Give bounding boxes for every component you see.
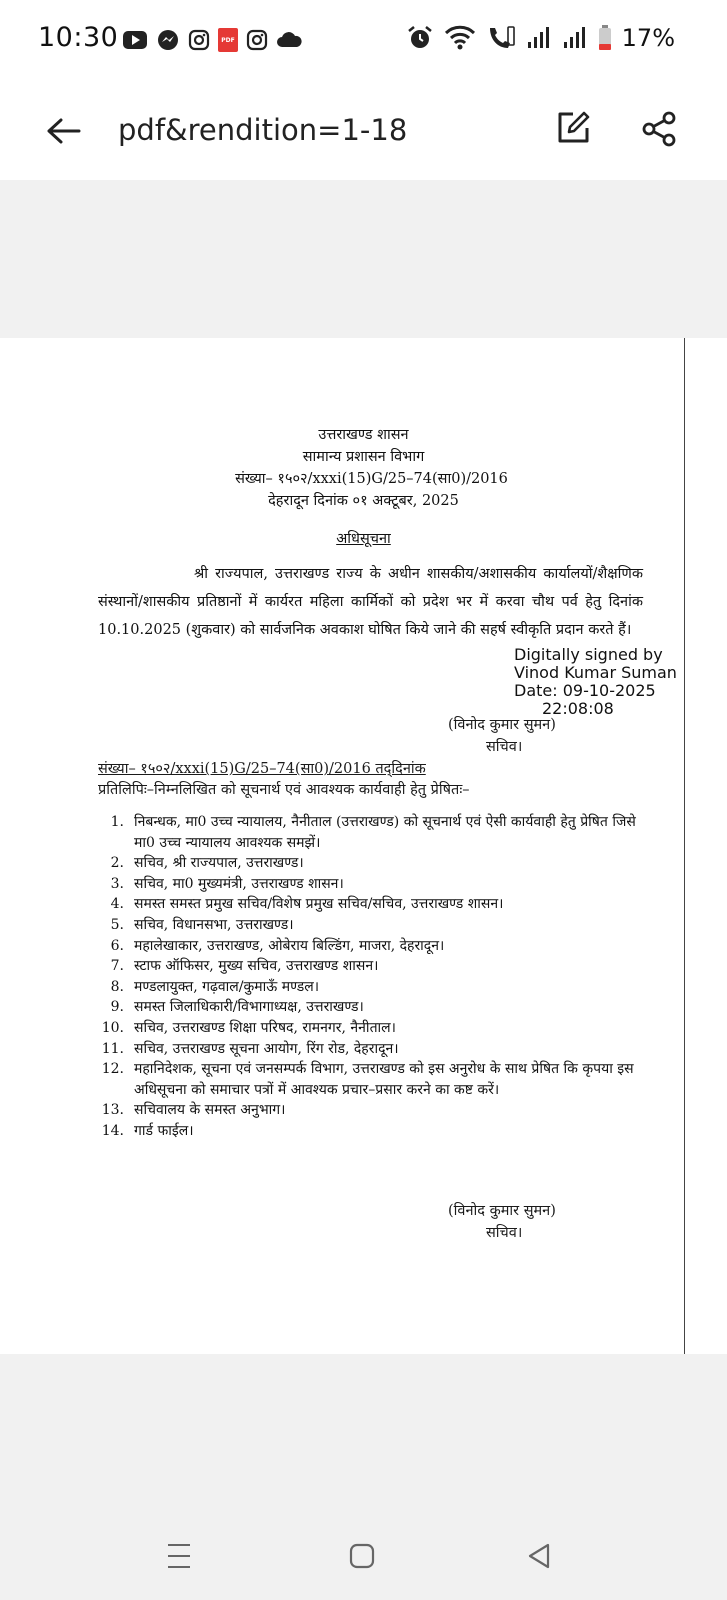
recipient-number: 13. xyxy=(101,1102,124,1119)
back-arrow-icon xyxy=(45,117,81,145)
recipient-number: 8. xyxy=(110,978,124,995)
recipient-item xyxy=(98,936,658,957)
wifi-call-icon xyxy=(486,24,516,52)
pdf-page xyxy=(0,338,727,1354)
signal-icon xyxy=(526,26,552,50)
signature-line: Vinod Kumar Suman xyxy=(514,663,677,682)
recipient-item xyxy=(98,1039,658,1060)
recipient-item xyxy=(98,977,658,998)
signature-line: Date: 09-10-2025 xyxy=(514,681,656,700)
system-back-button[interactable] xyxy=(526,1542,552,1574)
system-icons xyxy=(406,24,675,52)
status-time: 10:30 xyxy=(38,22,119,53)
recipient-text: मण्डलायुक्त, गढ़वाल/कुमाऊँ मण्डल। xyxy=(134,978,320,995)
recipient-number: 12. xyxy=(101,1061,124,1078)
recipient-text: सचिव, विधानसभा, उत्तराखण्ड। xyxy=(134,916,294,933)
recipient-text: निबन्धक, मा0 उच्च न्यायालय, नैनीताल (उत्तराखण्ड) को सूचनार्थ एवं ऐसी कार्यवाही हेतु प्रेषित जिसे मा0 उच्च न्यायालय आवश्यक समझें। xyxy=(134,814,636,851)
recipient-number: 7. xyxy=(110,958,124,975)
recent-apps-button[interactable] xyxy=(166,1542,192,1574)
recipient-text: सचिव, उत्तराखण्ड सूचना आयोग, रिंग रोड, देहरादून। xyxy=(134,1040,399,1057)
battery-icon xyxy=(598,25,612,51)
recipient-number: 9. xyxy=(110,999,124,1016)
recipient-item xyxy=(98,915,658,936)
recipient-item xyxy=(98,956,658,977)
doc-header-line1: उत्तराखण्ड शासन xyxy=(318,427,409,443)
signature-line: 22:08:08 xyxy=(542,699,614,718)
recipient-text: स्टाफ ऑफिसर, मुख्य सचिव, उत्तराखण्ड शासन। xyxy=(134,958,379,975)
battery-percent: 17% xyxy=(621,24,675,52)
navigation-bar xyxy=(0,1520,727,1600)
footer-signatory-title: सचिव। xyxy=(486,1225,523,1241)
footer-signatory-name: (विनोद कुमार सुमन) xyxy=(448,1203,556,1219)
notification-title: अधिसूचना xyxy=(336,531,391,547)
copy-intro: प्रतिलिपिः–निम्नलिखित को सूचनार्थ एवं आवश्यक कार्यवाही हेतु प्रेषितः– xyxy=(98,782,470,798)
recipient-number: 5. xyxy=(110,916,124,933)
recipient-text: गार्ड फाईल। xyxy=(134,1122,194,1139)
doc-header-line2: सामान्य प्रशासन विभाग xyxy=(302,449,425,465)
recipient-item xyxy=(98,1059,658,1100)
messenger-icon xyxy=(156,28,180,52)
recipient-text: महानिदेशक, सूचना एवं जनसम्पर्क विभाग, उत्तराखण्ड को इस अनुरोध के साथ प्रेषित कि कृपया इस अधिसूचना को समाचार पत्रों में आवश्यक प्रचार–प्रसार करने का कष्ट करें। xyxy=(134,1061,634,1098)
recipient-text: समस्त जिलाधिकारी/विभागाध्यक्ष, उत्तराखण्ड। xyxy=(134,999,364,1016)
recipient-number: 6. xyxy=(110,937,124,954)
signature-line: Digitally signed by xyxy=(514,645,663,664)
recipient-item xyxy=(98,1121,658,1142)
recipient-text: सचिवालय के समस्त अनुभाग। xyxy=(134,1102,286,1119)
signatory-name: (विनोद कुमार सुमन) xyxy=(448,717,556,733)
alarm-icon xyxy=(406,24,434,52)
recipient-item xyxy=(98,874,658,895)
recipient-item xyxy=(98,812,658,853)
document-title: pdf&rendition=1-18 xyxy=(118,113,408,147)
share-icon xyxy=(640,110,678,148)
pdf-viewer[interactable] xyxy=(0,180,727,1520)
cloud-icon xyxy=(276,31,302,49)
recipient-text: सचिव, मा0 मुख्यमंत्री, उत्तराखण्ड शासन। xyxy=(134,875,344,892)
recipient-number: 4. xyxy=(110,896,124,913)
recipient-text: सचिव, उत्तराखण्ड शिक्षा परिषद, रामनगर, नैनीताल। xyxy=(134,1019,396,1036)
recipient-item xyxy=(98,1100,658,1121)
notification-body: श्री राज्यपाल, उत्तराखण्ड राज्य के अधीन शासकीय/अशासकीय कार्यालयों/शैक्षणिक संस्थानों/शासकीय प्रतिष्ठानों में कार्यरत महिला कार्मिकों को प्रदेश भर में करवा चौथ पर्व हेतु दिनांक 10.10.2025 (शुकवार) को सार्वजनिक अवकाश घोषित किये जाने की सहर्ष स्वीकृति प्रदान करते हैं। xyxy=(98,566,643,638)
recipient-item xyxy=(98,1018,658,1039)
doc-reference-number: संख्या– १५०२/xxxi(15)G/25–74(सा0)/2016 xyxy=(235,471,508,487)
pdf-icon: PDF xyxy=(218,28,238,52)
app-bar xyxy=(0,80,727,180)
recipient-text: सचिव, श्री राज्यपाल, उत्तराखण्ड। xyxy=(134,855,304,872)
recipient-item xyxy=(98,853,658,874)
share-button[interactable] xyxy=(640,110,680,150)
notification-icons xyxy=(122,28,302,52)
recipient-text: समस्त समस्त प्रमुख सचिव/विशेष प्रमुख सचिव/सचिव, उत्तराखण्ड शासन। xyxy=(134,896,504,913)
recipient-number: 11. xyxy=(101,1040,124,1057)
instagram-icon xyxy=(188,29,210,51)
recipient-number: 14. xyxy=(101,1122,124,1139)
edit-icon xyxy=(555,110,591,146)
wifi-icon xyxy=(444,25,476,51)
recipient-text: महालेखाकार, उत्तराखण्ड, ओबेराय बिल्डिंग, माजरा, देहरादून। xyxy=(134,937,445,954)
home-icon xyxy=(348,1542,376,1570)
youtube-icon xyxy=(122,30,148,50)
recipient-number: 1. xyxy=(110,814,124,830)
digital-signature xyxy=(514,646,677,718)
recipient-list xyxy=(98,812,658,1142)
doc-date-line: देहरादून दिनांक ०१ अक्टूबर, 2025 xyxy=(268,493,459,509)
recipient-number: 2. xyxy=(110,855,124,872)
status-bar xyxy=(0,0,727,80)
copy-reference: संख्या– १५०२/xxxi(15)G/25–74(सा0)/2016 तद्‌दिनांक xyxy=(98,761,426,777)
signal-icon xyxy=(562,26,588,50)
back-button[interactable] xyxy=(40,108,86,154)
recipient-item xyxy=(98,997,658,1018)
signatory-title: सचिव। xyxy=(486,739,523,755)
home-button[interactable] xyxy=(348,1542,376,1574)
triangle-back-icon xyxy=(526,1542,552,1570)
recipient-item xyxy=(98,894,658,915)
edit-button[interactable] xyxy=(555,110,595,150)
recent-apps-icon xyxy=(166,1542,192,1570)
recipient-number: 3. xyxy=(110,875,124,892)
instagram-icon xyxy=(246,29,268,51)
recipient-number: 10. xyxy=(101,1019,124,1036)
